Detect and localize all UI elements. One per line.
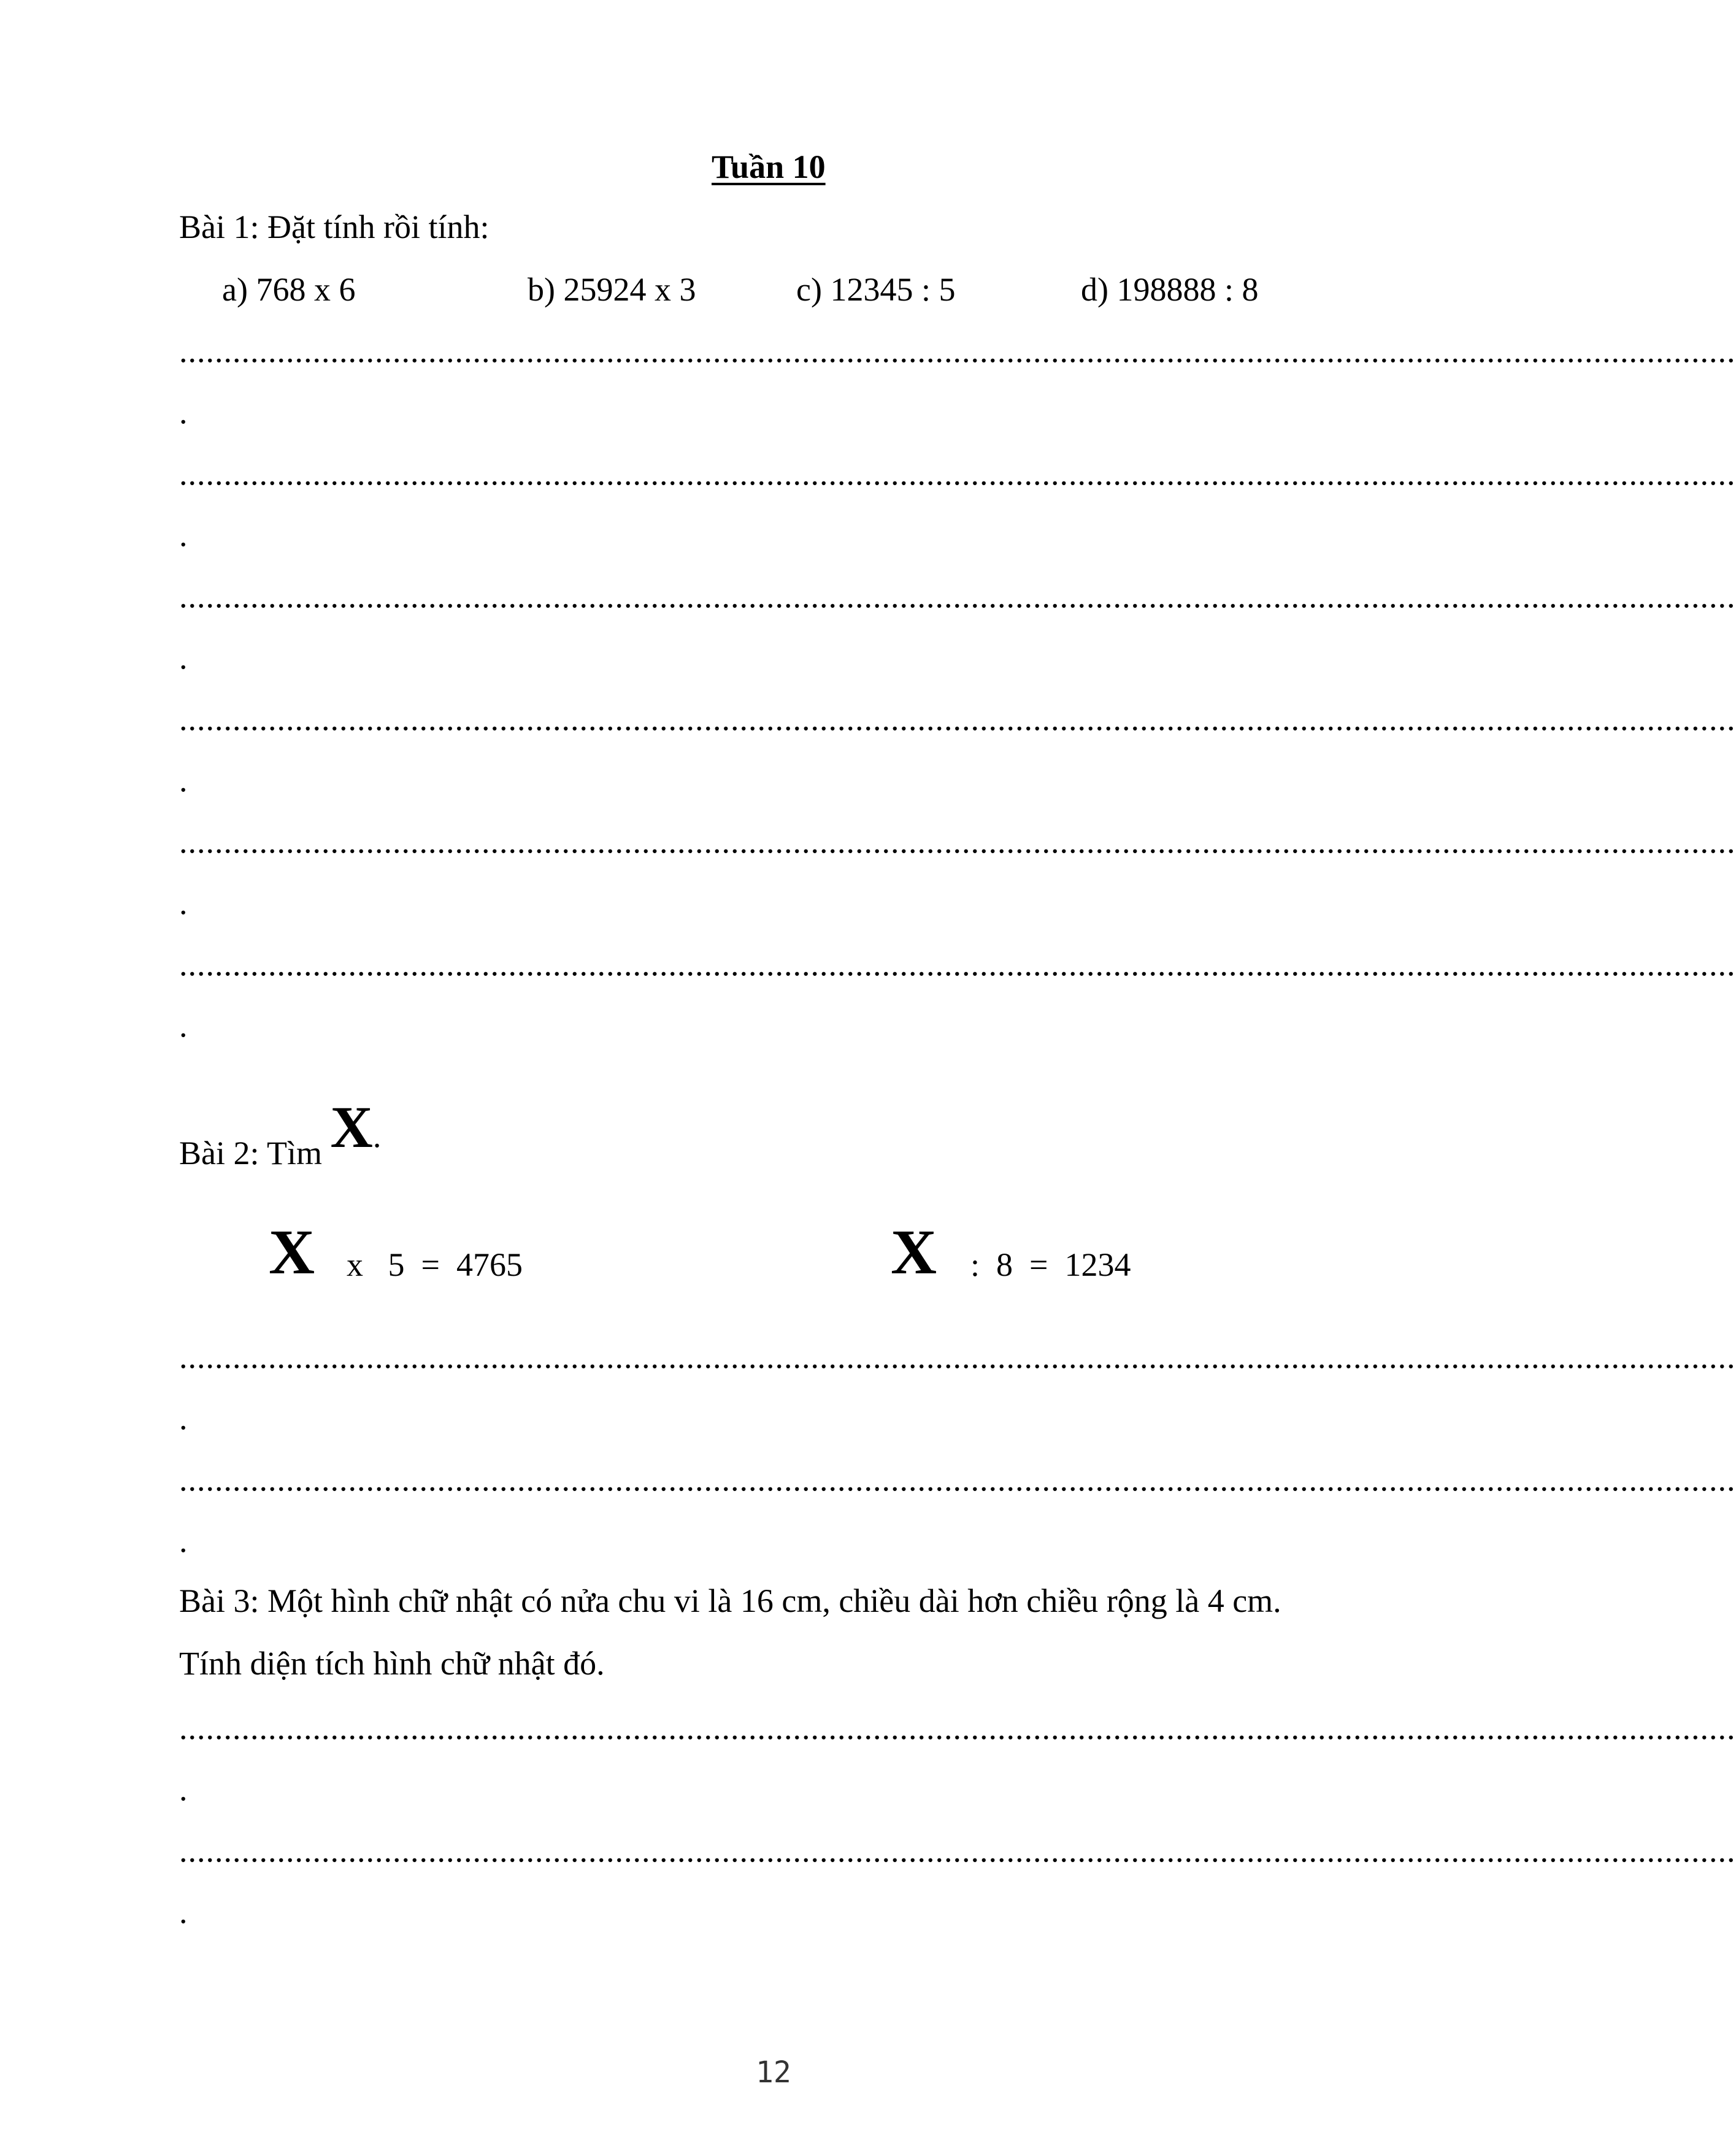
answer-line: ...............................................................................................................................................................................	[179, 332, 1736, 369]
equation-1-rest: x 5 = 4765	[347, 1246, 523, 1283]
answer-line-end: .	[179, 762, 188, 799]
answer-line: ...............................................................................................................................................................................	[179, 700, 1736, 737]
exercise-1-item-d: d) 198888 : 8	[1081, 271, 1259, 308]
answer-line-end: .	[179, 639, 188, 676]
answer-line-end: .	[179, 1771, 188, 1808]
exercise-3-line-1: Bài 3: Một hình chữ nhật có nửa chu vi là 16 cm, chiều dài hơn chiều rộng là 4 cm.	[179, 1582, 1281, 1619]
exercise-2-heading-suffix: .	[372, 1118, 382, 1154]
answer-line: ...............................................................................................................................................................................	[179, 1709, 1736, 1746]
answer-line-end: .	[179, 516, 188, 553]
exercise-2-heading-var: X	[330, 1094, 373, 1160]
exercise-1-heading: Bài 1: Đặt tính rồi tính:	[179, 209, 490, 245]
answer-line-end: .	[179, 884, 188, 921]
answer-line: ...............................................................................................................................................................................	[179, 1461, 1736, 1498]
exercise-1-item-c: c) 12345 : 5	[796, 271, 956, 308]
exercise-1-item-b: b) 25924 x 3	[528, 271, 696, 308]
exercise-2-heading-prefix: Bài 2: Tìm	[179, 1135, 331, 1171]
answer-line: ...............................................................................................................................................................................	[179, 578, 1736, 615]
equation-2-rest: : 8 = 1234	[970, 1246, 1131, 1283]
answer-line: ...............................................................................................................................................................................	[179, 1338, 1736, 1375]
page-number: 12	[756, 2055, 791, 2090]
answer-line-end: .	[179, 1007, 188, 1044]
answer-line: ...............................................................................................................................................................................	[179, 946, 1736, 983]
answer-line-end: .	[179, 1522, 188, 1559]
exercise-3-line-2: Tính diện tích hình chữ nhật đó.	[179, 1645, 605, 1682]
exercise-1-item-a: a) 768 x 6	[222, 271, 356, 308]
equation-1-variable: X	[269, 1217, 315, 1287]
answer-line: ...............................................................................................................................................................................	[179, 823, 1736, 860]
answer-line: ...............................................................................................................................................................................	[179, 455, 1736, 492]
answer-line-end: .	[179, 1400, 188, 1436]
answer-line-end: .	[179, 394, 188, 431]
page-title: Tuần 10	[712, 148, 826, 185]
answer-line-end: .	[179, 1893, 188, 1930]
exercise-2-heading	[179, 1094, 382, 1171]
equation-2-variable: X	[891, 1217, 937, 1287]
answer-line: ...............................................................................................................................................................................	[179, 1832, 1736, 1869]
